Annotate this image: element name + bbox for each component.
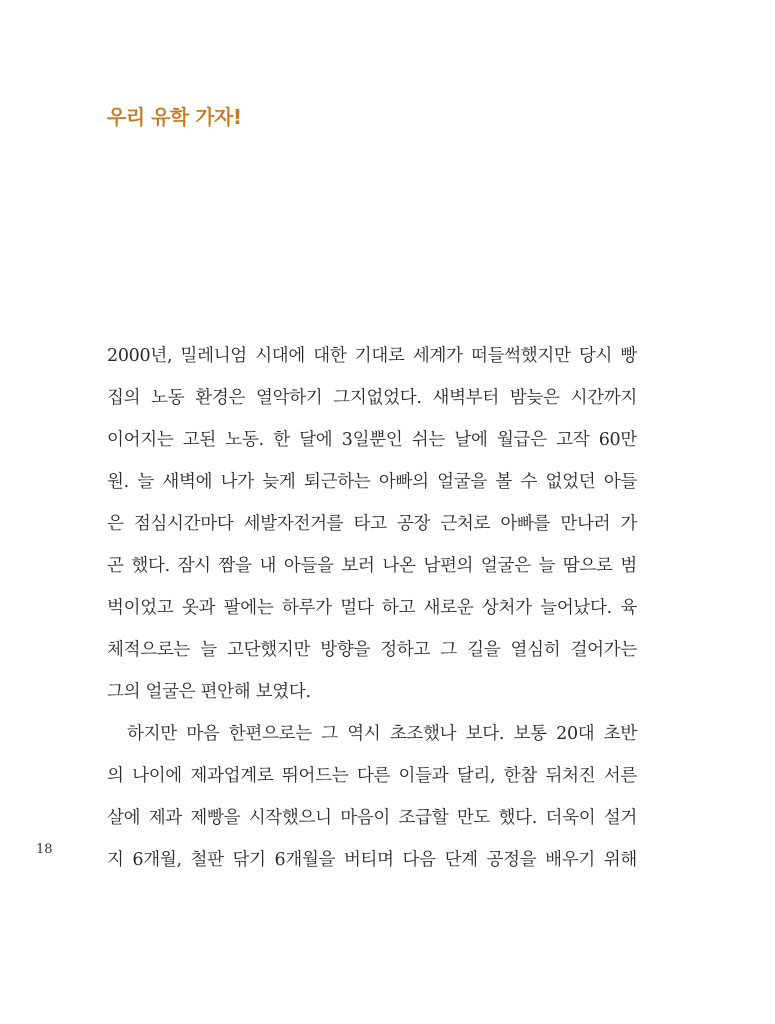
text-line: 집의 노동 환경은 열악하기 그지없었다. 새벽부터 밤늦은 시간까지 <box>107 388 637 408</box>
text-line: 2000년, 밀레니엄 시대에 대한 기대로 세계가 떠들썩했지만 당시 빵 <box>107 346 637 366</box>
text-line: 살에 제과 제빵을 시작했으니 마음이 조급할 만도 했다. 더욱이 설거 <box>107 808 637 828</box>
chapter-title: 우리 유학 가자! <box>107 105 242 129</box>
text-line: 곤 했다. 잠시 짬을 내 아들을 보러 나온 남편의 얼굴은 늘 땀으로 범 <box>107 556 637 576</box>
body-text <box>107 335 637 881</box>
text-line: 체적으로는 늘 고단했지만 방향을 정하고 그 길을 열심히 걸어가는 <box>107 640 637 660</box>
text-line: 벅이었고 옷과 팔에는 하루가 멀다 하고 새로운 상처가 늘어났다. 육 <box>107 598 637 618</box>
text-line: 원. 늘 새벽에 나가 늦게 퇴근하는 아빠의 얼굴을 볼 수 없었던 아들 <box>107 472 637 492</box>
text-line: 그의 얼굴은 편안해 보였다. <box>107 682 311 702</box>
text-line: 지 6개월, 철판 닦기 6개월을 버티며 다음 단계 공정을 배우기 위해 <box>107 850 637 870</box>
text-line: 하지만 마음 한편으로는 그 역시 초조했나 보다. 보통 20대 초반 <box>127 724 637 744</box>
text-line: 의 나이에 제과업계로 뛰어드는 다른 이들과 달리, 한참 뒤처진 서른 <box>107 766 637 786</box>
text-line: 이어지는 고된 노동. 한 달에 3일뿐인 쉬는 날에 월급은 고작 60만 <box>107 430 637 450</box>
page-number: 18 <box>36 842 53 857</box>
text-line: 은 점심시간마다 세발자전거를 타고 공장 근처로 아빠를 만나러 가 <box>107 514 637 534</box>
